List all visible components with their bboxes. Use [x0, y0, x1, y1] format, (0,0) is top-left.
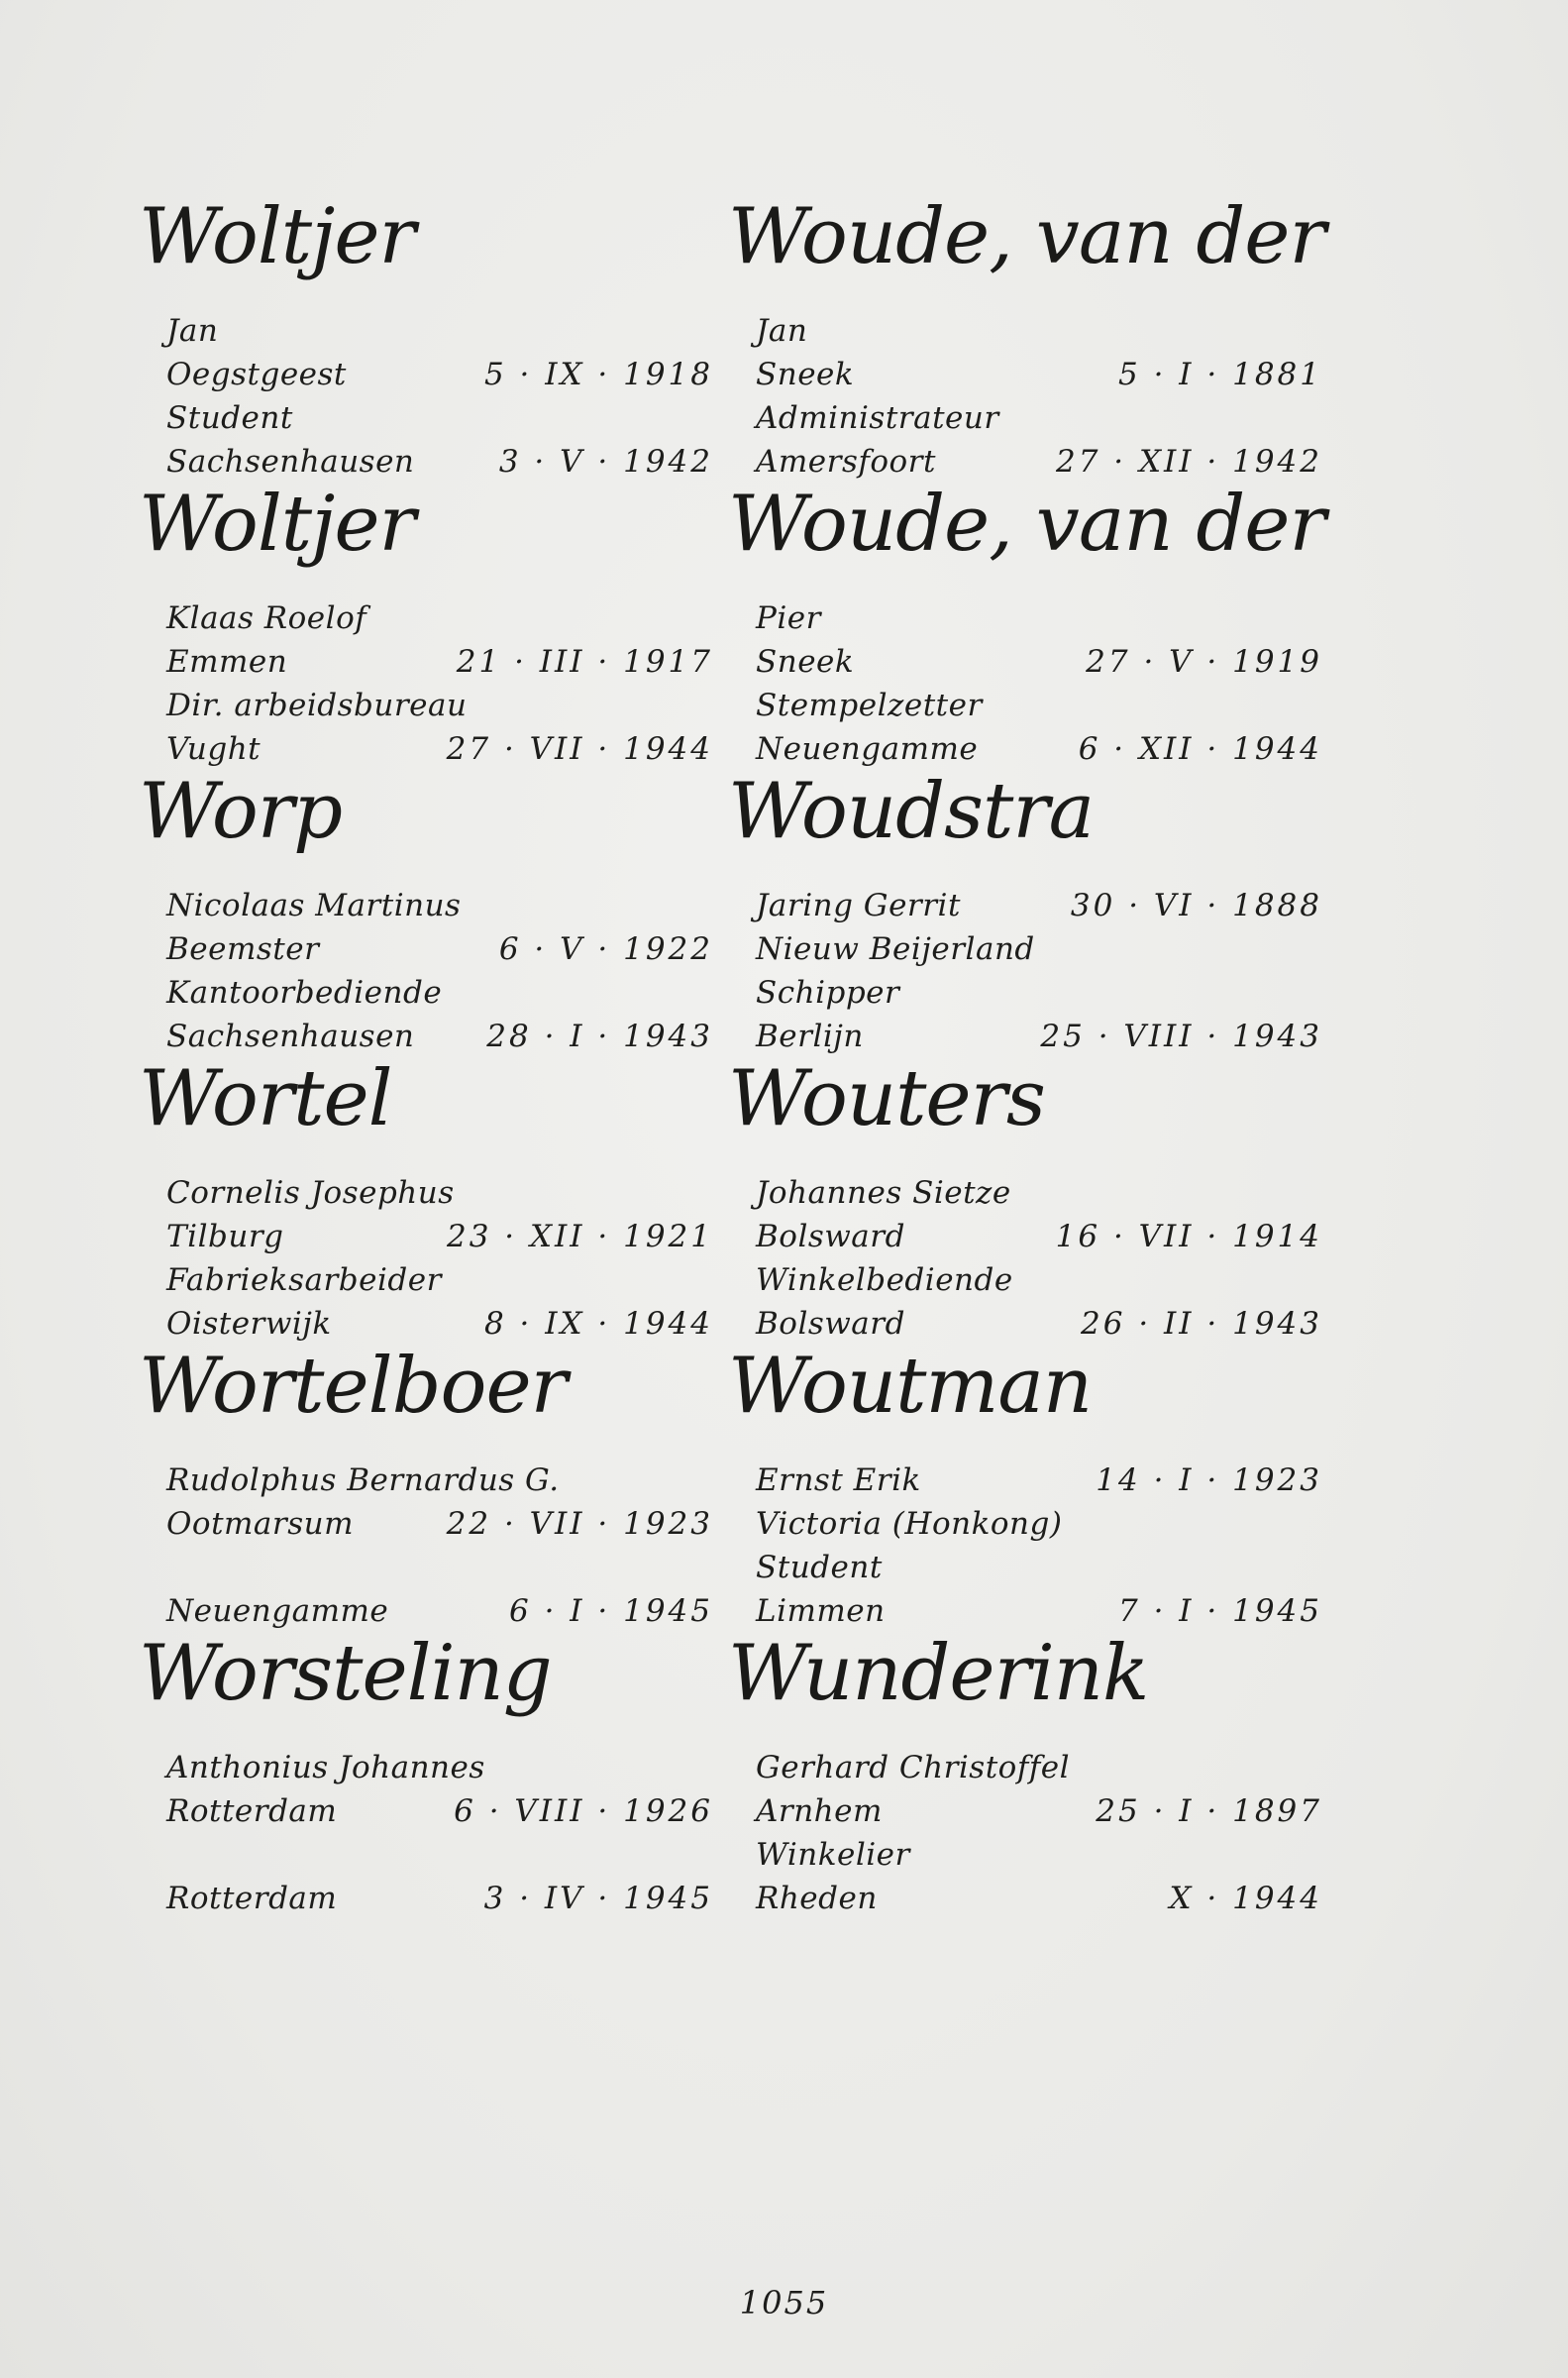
death-line [139, 1015, 713, 1058]
death-line [728, 1302, 1322, 1346]
death-date: 7 · I · 1945 [1118, 1593, 1322, 1629]
page-number: 1055 [739, 2284, 829, 2322]
birth-date: 6 · V · 1922 [498, 931, 713, 967]
occupation-line [139, 396, 713, 440]
entry-worp [139, 767, 713, 1058]
first-name-line [728, 309, 1322, 353]
first-name-line [728, 596, 1322, 640]
birth-place: Nieuw Beijerland [756, 931, 1035, 967]
occupation-line [728, 1833, 1322, 1877]
death-date: 3 · IV · 1945 [483, 1881, 713, 1916]
occupation-line [728, 971, 1322, 1015]
occupation-line [728, 1546, 1322, 1589]
birth-date: 30 · VI · 1888 [1070, 888, 1322, 923]
entry-woudstra [728, 767, 1322, 1058]
birth-line [728, 640, 1322, 684]
birth-line [139, 1502, 713, 1546]
first-name-line [728, 1746, 1322, 1789]
entry-woltjer-klaas [139, 480, 713, 771]
death-place: Rotterdam [166, 1881, 338, 1916]
death-line [139, 1877, 713, 1920]
surname: Woltjer [139, 480, 415, 569]
death-date: 6 · XII · 1944 [1078, 731, 1322, 767]
first-name: Ernst Erik [756, 1462, 921, 1498]
first-name: Gerhard Christoffel [756, 1750, 1071, 1785]
surname: Worsteling [139, 1629, 552, 1718]
first-name-line [139, 1171, 713, 1215]
occupation-line [728, 1258, 1322, 1302]
first-name: Jan [166, 313, 219, 349]
birth-line [728, 1789, 1322, 1833]
birth-date: 25 · I · 1897 [1096, 1793, 1322, 1829]
birth-line [728, 1215, 1322, 1258]
first-name: Cornelis Josephus [166, 1175, 455, 1211]
surname: Woutman [728, 1342, 1093, 1431]
surname: Woude, van der [728, 192, 1325, 281]
entry-woude-pier [728, 480, 1325, 771]
surname: Wouters [728, 1054, 1045, 1143]
death-line [728, 440, 1322, 484]
occupation-line [139, 1258, 713, 1302]
death-line [728, 1877, 1322, 1920]
birth-place: Victoria (Honkong) [756, 1506, 1063, 1542]
surname: Woude, van der [728, 480, 1325, 569]
birth-place: Sneek [756, 357, 855, 392]
first-name: Pier [756, 600, 821, 636]
death-line [139, 1589, 713, 1633]
birth-place: Oegstgeest [166, 357, 347, 392]
surname: Wortel [139, 1054, 392, 1143]
death-line [728, 1015, 1322, 1058]
entry-woltjer-jan [139, 192, 713, 484]
occupation: Winkelier [756, 1837, 910, 1873]
first-name-line [139, 884, 713, 927]
death-date: X · 1944 [1169, 1881, 1322, 1916]
death-line [139, 440, 713, 484]
birth-line [139, 640, 713, 684]
surname: Woltjer [139, 192, 415, 281]
entry-woude-jan [728, 192, 1325, 484]
birth-place: Ootmarsum [166, 1506, 355, 1542]
first-name-line [728, 1171, 1322, 1215]
first-name: Klaas Roelof [166, 600, 367, 636]
death-line [728, 727, 1322, 771]
first-name: Johannes Sietze [756, 1175, 1011, 1211]
birth-line [139, 353, 713, 396]
death-place: Sachsenhausen [166, 1019, 415, 1054]
occupation-line [728, 684, 1322, 727]
death-place: Limmen [756, 1593, 886, 1629]
occupation-line [139, 684, 713, 727]
death-place: Vught [166, 731, 261, 767]
birth-date: 5 · I · 1881 [1118, 357, 1322, 392]
death-date: 8 · IX · 1944 [483, 1306, 713, 1342]
birth-place: Rotterdam [166, 1793, 338, 1829]
occupation-line [139, 971, 713, 1015]
first-name-line [139, 1459, 713, 1502]
death-date: 6 · I · 1945 [509, 1593, 713, 1629]
death-date: 26 · II · 1943 [1081, 1306, 1322, 1342]
occupation: Stempelzetter [756, 688, 983, 723]
death-place: Rheden [756, 1881, 878, 1916]
occupation: Fabrieksarbeider [166, 1262, 442, 1298]
birth-line [139, 1215, 713, 1258]
birth-line [728, 353, 1322, 396]
birth-line [139, 927, 713, 971]
birth-date: 27 · V · 1919 [1086, 644, 1322, 680]
death-date: 28 · I · 1943 [486, 1019, 713, 1054]
first-name: Rudolphus Bernardus G. [166, 1462, 560, 1498]
occupation: Student [756, 1550, 883, 1585]
entry-worsteling [139, 1629, 713, 1920]
death-place: Berlijn [756, 1019, 864, 1054]
entry-wouters [728, 1054, 1322, 1346]
occupation-line [139, 1546, 713, 1589]
surname: Wunderink [728, 1629, 1149, 1718]
entry-woutman [728, 1342, 1322, 1633]
death-place: Neuengamme [756, 731, 979, 767]
first-name-line [728, 884, 1322, 927]
death-place: Amersfoort [756, 444, 936, 480]
birth-place: Arnhem [756, 1793, 883, 1829]
birth-place: Emmen [166, 644, 288, 680]
first-name: Jan [756, 313, 808, 349]
birth-date: 14 · I · 1923 [1096, 1462, 1322, 1498]
birth-line [728, 927, 1322, 971]
birth-place: Sneek [756, 644, 855, 680]
birth-line [139, 1789, 713, 1833]
occupation: Dir. arbeidsbureau [166, 688, 468, 723]
first-name: Anthonius Johannes [166, 1750, 485, 1785]
entry-wortel [139, 1054, 713, 1346]
occupation: Kantoorbediende [166, 975, 443, 1011]
death-date: 27 · XII · 1942 [1055, 444, 1322, 480]
birth-place: Bolsward [756, 1219, 905, 1254]
birth-date: 21 · III · 1917 [456, 644, 713, 680]
first-name: Jaring Gerrit [756, 888, 961, 923]
surname: Worp [139, 767, 343, 856]
death-line [728, 1589, 1322, 1633]
birth-place: Tilburg [166, 1219, 284, 1254]
first-name: Nicolaas Martinus [166, 888, 462, 923]
surname: Woudstra [728, 767, 1095, 856]
death-place: Neuengamme [166, 1593, 389, 1629]
occupation: Winkelbediende [756, 1262, 1013, 1298]
occupation: Schipper [756, 975, 900, 1011]
death-line [139, 727, 713, 771]
death-date: 27 · VII · 1944 [446, 731, 713, 767]
occupation-line [728, 396, 1322, 440]
birth-date: 23 · XII · 1921 [446, 1219, 713, 1254]
first-name-line [139, 1746, 713, 1789]
first-name-line [728, 1459, 1322, 1502]
birth-date: 5 · IX · 1918 [483, 357, 713, 392]
occupation: Student [166, 400, 293, 436]
entry-wunderink [728, 1629, 1322, 1920]
first-name-line [139, 309, 713, 353]
occupation-line [139, 1833, 713, 1877]
death-date: 25 · VIII · 1943 [1040, 1019, 1322, 1054]
birth-date: 22 · VII · 1923 [446, 1506, 713, 1542]
occupation: Administrateur [756, 400, 999, 436]
death-place: Sachsenhausen [166, 444, 415, 480]
death-place: Oisterwijk [166, 1306, 332, 1342]
first-name-line [139, 596, 713, 640]
death-place: Bolsward [756, 1306, 905, 1342]
entry-wortelboer [139, 1342, 713, 1633]
death-line [139, 1302, 713, 1346]
birth-place: Beemster [166, 931, 320, 967]
birth-line [728, 1502, 1322, 1546]
birth-date: 6 · VIII · 1926 [454, 1793, 713, 1829]
death-date: 3 · V · 1942 [498, 444, 713, 480]
birth-date: 16 · VII · 1914 [1055, 1219, 1322, 1254]
surname: Wortelboer [139, 1342, 567, 1431]
